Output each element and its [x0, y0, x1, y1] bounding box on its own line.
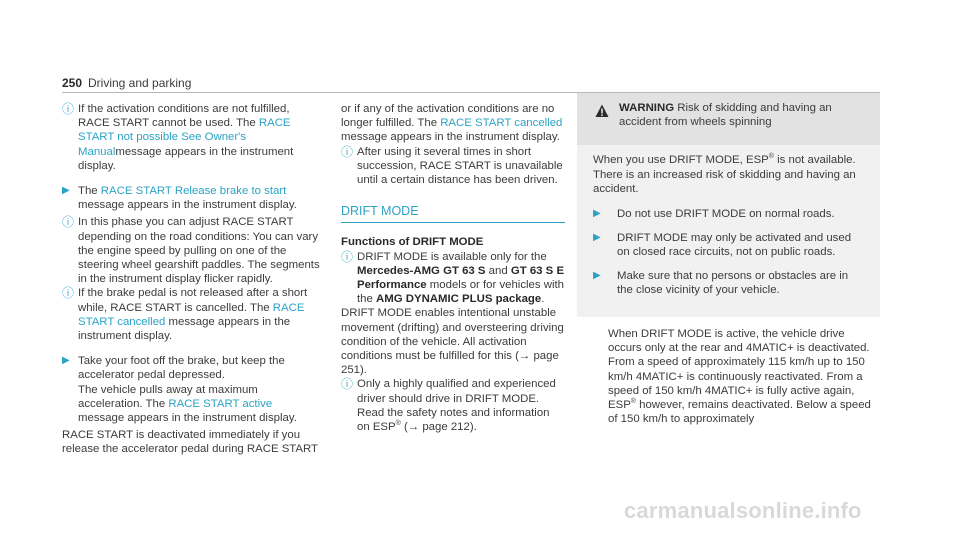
step: [62, 354, 320, 425]
text: message appears in the instrument display.: [78, 412, 297, 425]
warning-title: Risk of skidding and having an accident from wheels spinning: [619, 102, 832, 129]
text: and: [485, 264, 511, 277]
warning-bullet: [593, 207, 864, 221]
text: message appears in the instrument display.: [78, 145, 294, 172]
section-heading: [341, 204, 565, 223]
text: The vehicle pulls away at maximum acceleration. The: [78, 383, 258, 410]
watermark: carmanualsonline.info: [624, 498, 862, 523]
text: message appears in the instrument display.: [78, 199, 297, 212]
text: When DRIFT MODE is active, the vehicle drive occurs only at the rear and 4MATIC+ is deactivated.: [608, 328, 870, 355]
info-note: [341, 250, 565, 307]
info-icon: ⓘ: [341, 144, 354, 159]
package-name: AMG DYNAMIC PLUS package: [376, 293, 542, 306]
info-note: [341, 377, 565, 434]
warning-box: [577, 93, 880, 317]
info-icon: ⓘ: [341, 377, 354, 392]
info-icon: ⓘ: [62, 102, 75, 116]
display-message: RACE START Release brake to start: [100, 185, 287, 198]
column-2: [341, 102, 565, 434]
subsection-title: Functions of DRIFT MODE: [341, 236, 484, 249]
triangle-bullet-icon: ▶: [62, 355, 70, 367]
text: however, remains deactivated. Below a speed of 150 km/h to approximately: [608, 399, 871, 426]
text: Take your foot off the brake, but keep the accelerator pedal depressed.: [78, 355, 285, 382]
display-message: RACE START cancelled: [78, 301, 305, 328]
warning-body: [577, 145, 880, 298]
registered-mark: ®: [395, 420, 401, 428]
section-title: DRIFT MODE: [341, 204, 419, 219]
display-message: RACE START not possible See Owner's Manual: [78, 117, 291, 158]
registered-mark: ®: [630, 398, 636, 406]
model-name: GT 63 S E Performance: [357, 264, 565, 292]
text: Make sure that no persons or obstacles are in the close vicinity of your vehicle.: [617, 270, 849, 297]
column-1: [62, 102, 320, 457]
warning-bullet: [593, 269, 864, 297]
warning-bullet: [593, 231, 864, 259]
text: or if any of the activation conditions are no longer fulfilled. The: [341, 103, 555, 130]
text: DRIFT MODE is available only for the: [357, 250, 547, 263]
section-rule: [341, 222, 565, 223]
page-header-title: Driving and parking: [88, 76, 192, 90]
text: message appears in the instrument display.: [341, 131, 560, 144]
text: models or for vehicles with the: [357, 279, 565, 306]
text: When you use DRIFT MODE, ESP: [593, 154, 769, 166]
text: The: [78, 185, 101, 198]
model-name: Mercedes-AMG GT 63 S: [357, 264, 486, 277]
warning-triangle-icon: [595, 104, 609, 118]
text: DRIFT MODE may only be activated and used on closed race circuits, not on public roads.: [617, 231, 852, 259]
text: Only a highly qualified and experienced driver should drive in DRIFT MODE.: [357, 378, 556, 405]
triangle-bullet-icon: ▶: [593, 207, 601, 219]
text: is not available.: [773, 154, 856, 166]
text: .: [541, 293, 545, 306]
text: (→ page 212).: [400, 421, 477, 434]
info-icon: ⓘ: [341, 249, 354, 264]
info-note: [62, 215, 320, 286]
text: If the brake pedal is not released after a short while, RACE START is cancelled. The: [78, 287, 308, 314]
text: Read the safety notes and information on ESP: [357, 406, 550, 434]
text: RACE START is deactivated immediately if you release the accelerator pedal during RACE START: [62, 429, 318, 456]
column-3: [608, 327, 880, 426]
registered-mark: ®: [768, 153, 774, 161]
page-number: 250: [62, 76, 83, 90]
info-icon: ⓘ: [62, 286, 75, 301]
text: In this phase you can adjust RACE START depending on the road conditions: You can vary the engine speed by pulling on one of the steering wheel gearshift paddles. The segments in the instrument display flicker rapidly.: [78, 216, 320, 286]
triangle-bullet-icon: ▶: [62, 185, 70, 197]
warning-label: WARNING: [619, 102, 675, 114]
text: After using it several times in short succession, RACE START is unavailable until a certain distance has been driven.: [357, 145, 563, 187]
step: [62, 184, 320, 212]
display-message: RACE START active: [168, 397, 273, 410]
info-icon: ⓘ: [62, 215, 75, 230]
text: Do not use DRIFT MODE on normal roads.: [617, 207, 835, 220]
info-note: [62, 286, 320, 343]
info-note: [341, 145, 565, 188]
text: If the activation conditions are not fulfilled, RACE START cannot be used. The: [78, 103, 290, 130]
text: message appears in the instrument display.: [78, 315, 291, 343]
text: There is an increased risk of skidding and having an accident.: [593, 169, 856, 196]
warning-header: [577, 93, 880, 145]
triangle-bullet-icon: ▶: [593, 270, 601, 282]
info-note: [62, 102, 320, 173]
text: From a speed of approximately 115 km/h up to 150 km/h 4MATIC+ is continuously reactivated. From a speed of 150 km/h 4MATIC+ is fully active again, ESP: [608, 356, 865, 412]
text: DRIFT MODE enables intentional unstable movement (drifting) and oversteering driving condition of the vehicle. All activation conditions must be fulfilled for this (→ page 251).: [341, 307, 564, 377]
triangle-bullet-icon: ▶: [593, 231, 601, 243]
display-message: RACE START cancelled: [440, 117, 563, 130]
